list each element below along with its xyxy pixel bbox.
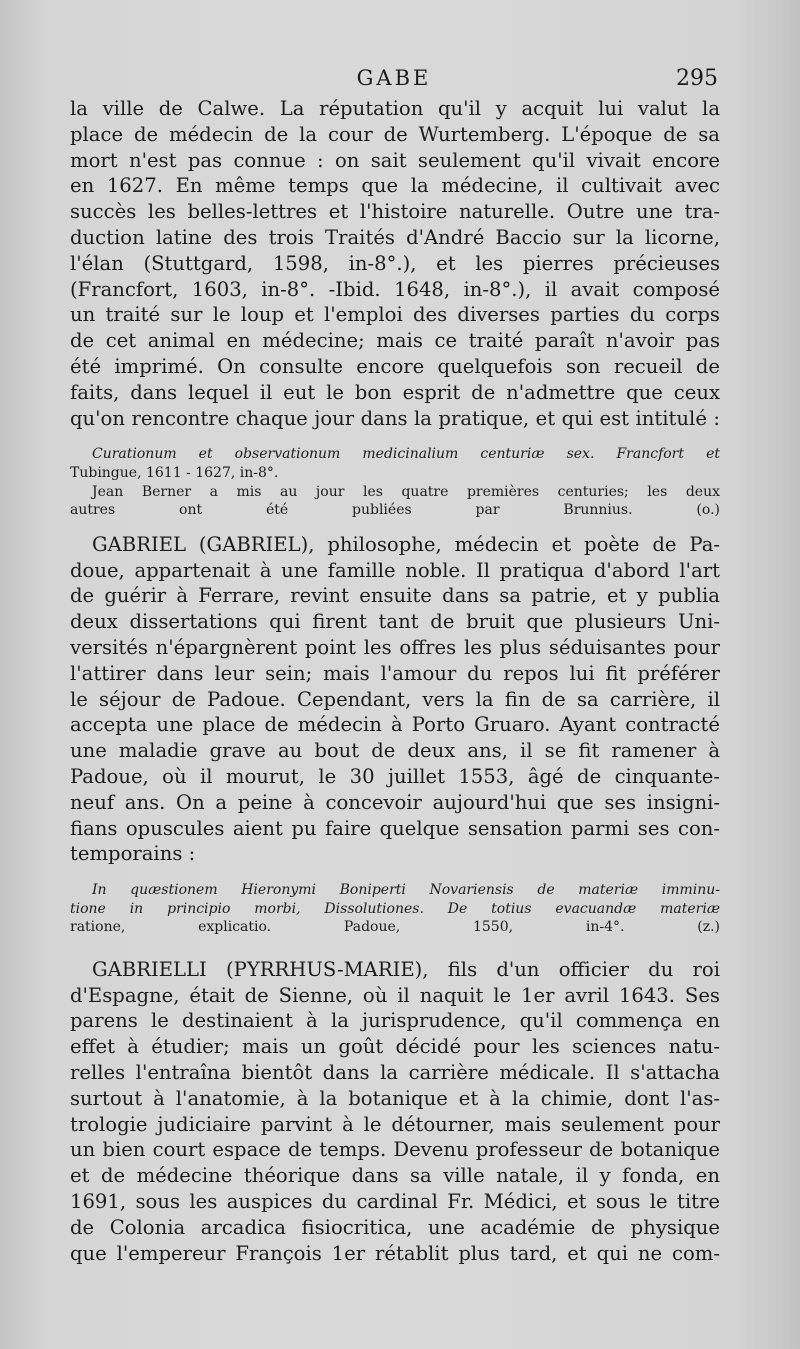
text-line: été imprimé. On consulte encore quelquefois son recueil de <box>70 354 720 378</box>
text-line: la ville de Calwe. La réputation qu'il y acquit lui valut la <box>70 97 720 120</box>
text-line: relles l'entraîna bientôt dans la carrière médicale. Il s'attacha <box>70 1061 720 1085</box>
text-line: Padoue, où il mourut, le 30 juillet 1553, âgé de cinquante- <box>70 764 720 788</box>
text-line: surtout à l'anatomie, à la botanique et à la chimie, dont l'as- <box>70 1086 720 1110</box>
text-line: de Colonia arcadica fisiocritica, une académie de physique <box>70 1215 720 1239</box>
bibliography-line: Curationum et observationum medicinalium centuriæ sex. Francfort et <box>92 446 720 463</box>
page-header <box>70 64 718 96</box>
text-line: 1691, sous les auspices du cardinal Fr. Médici, et sous le titre <box>70 1190 720 1214</box>
text-line: duction latine des trois Traités d'André Baccio sur la licorne, <box>70 225 720 249</box>
text-line: trologie judiciaire parvint à le détourner, mais seulement pour <box>70 1112 720 1136</box>
text-line: faits, dans lequel il eut le bon esprit de n'admettre que ceux <box>70 380 720 404</box>
text-line: le séjour de Padoue. Cependant, vers la fin de sa carrière, il <box>70 687 720 711</box>
text-line: d'Espagne, était de Sienne, où il naquit le 1er avril 1643. Ses <box>70 983 720 1007</box>
text-line: un bien court espace de temps. Devenu professeur de botanique <box>70 1138 720 1162</box>
text-line: parens le destinaient à la jurisprudence, qu'il commença en <box>70 1009 720 1033</box>
entry-gabe-body <box>70 96 720 431</box>
text-line: accepta une place de médecin à Porto Gruaro. Ayant contracté <box>70 713 720 737</box>
note-line: autres ont été publiées par Brunnius. (o.) <box>70 502 720 519</box>
text-line: versités n'épargnèrent point les offres les plus séduisantes pour <box>70 635 720 659</box>
bibliography-line: Tubingue, 1611 - 1627, in-8°. <box>70 464 279 481</box>
text-line: de guérir à Ferrare, revint ensuite dans sa patrie, et y publia <box>70 584 720 608</box>
text-line: une maladie grave au bout de deux ans, il se fit ramener à <box>70 739 720 763</box>
text-line: un traité sur le loup et l'emploi des diverses parties du corps <box>70 303 720 327</box>
text-line: et de médecine théorique dans sa ville natale, il y fonda, en <box>70 1164 720 1188</box>
text-line: l'attirer dans leur sein; mais l'amour du repos lui fit préférer <box>70 661 720 685</box>
text-line: deux dissertations qui firent tant de bruit que plusieurs Uni- <box>70 610 720 634</box>
bibliography-line: tione in principio morbi, Dissolutiones. De totius evacuandæ materiæ <box>70 900 720 917</box>
text-line: neuf ans. On a peine à concevoir aujourd'hui que ses insigni- <box>70 790 720 814</box>
bibliography-line: ratione, explicatio. Padoue, 1550, in-4°. (z.) <box>70 919 720 936</box>
bibliography-line: In quæstionem Hieronymi Boniperti Novariensis de materiæ imminu- <box>92 882 720 899</box>
text-line: que l'empereur François 1er rétablit plus tard, et qui ne com- <box>70 1241 720 1265</box>
text-line: en 1627. En même temps que la médecine, il cultivait avec <box>70 174 720 198</box>
text-line: effet à étudier; mais un goût décidé pour les sciences natu- <box>70 1035 720 1059</box>
entry-gabrielli-body <box>70 957 720 1267</box>
note-line: Jean Berner a mis au jour les quatre premières centuries; les deux <box>92 483 720 500</box>
running-title: GABE <box>356 66 432 90</box>
text-line: temporains : <box>70 842 196 866</box>
text-line: succès les belles-lettres et l'histoire naturelle. Outre une tra- <box>70 200 720 224</box>
text-line: l'élan (Stuttgard, 1598, in-8°.), et les pierres précieuses <box>70 251 720 275</box>
text-line: de cet animal en médecine; mais ce traité paraît n'avoir pas <box>70 329 720 353</box>
text-line: doue, appartenait à une famille noble. Il pratiqua d'abord l'art <box>70 558 720 582</box>
text-line: mort n'est pas connue : on sait seulement qu'il vivait encore <box>70 148 720 172</box>
entry-gabriel-body <box>70 532 720 867</box>
page-text <box>70 96 720 1266</box>
text-line: (Francfort, 1603, in-8°. -Ibid. 1648, in-8°.), il avait composé <box>70 277 720 301</box>
entry-heading-line: GABRIELLI (PYRRHUS-MARIE), fils d'un officier du roi <box>92 957 720 981</box>
text-line: place de médecin de la cour de Wurtemberg. L'époque de sa <box>70 122 720 146</box>
text-line: fians opuscules aient pu faire quelque sensation parmi ses con- <box>70 816 720 840</box>
page-number: 295 <box>676 66 718 91</box>
entry-heading-line: GABRIEL (GABRIEL), philosophe, médecin et poète de Pa- <box>92 532 720 556</box>
text-line: qu'on rencontre chaque jour dans la pratique, et qui est intitulé : <box>70 406 720 430</box>
entry-gabriel-bibliography <box>70 881 720 937</box>
entry-gabe-bibliography <box>70 445 720 519</box>
